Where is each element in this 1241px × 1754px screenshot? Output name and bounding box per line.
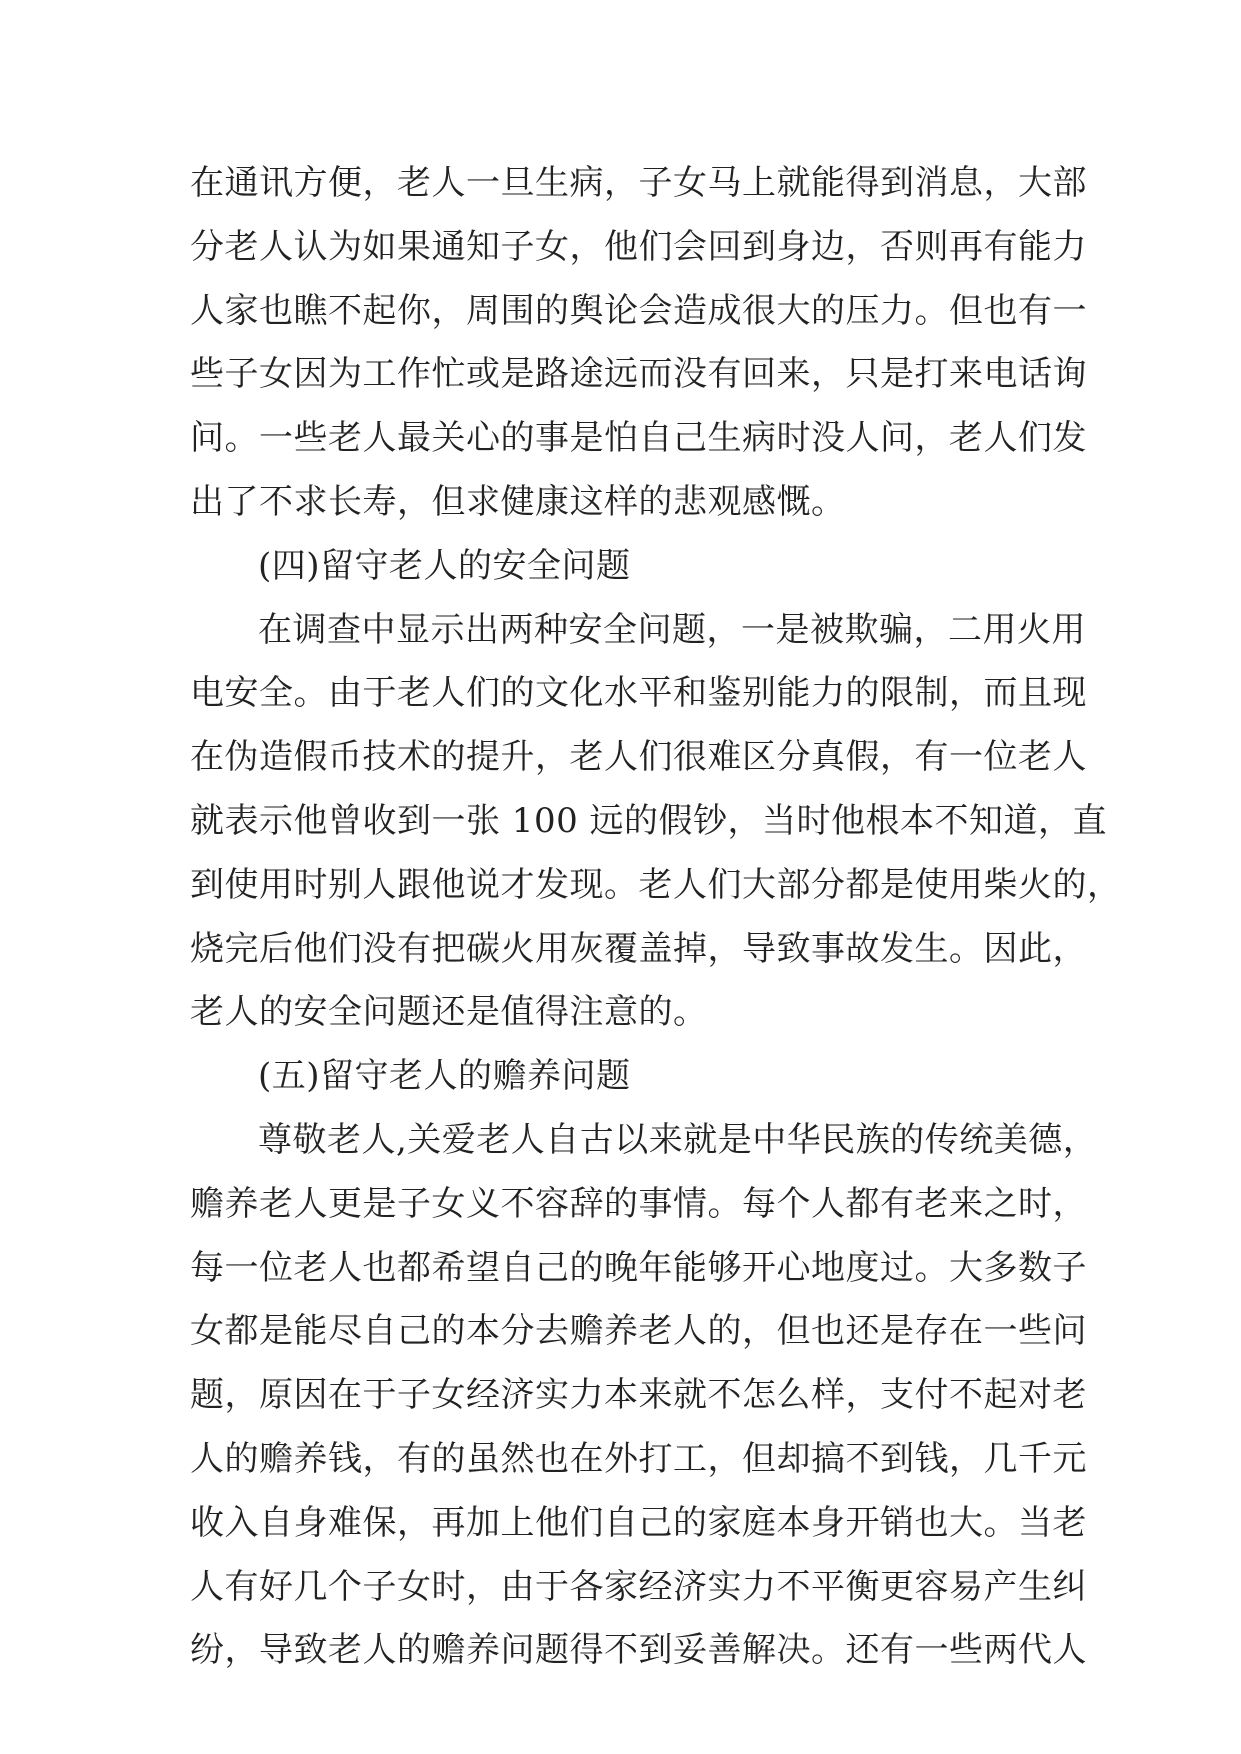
text-line: 女都是能尽自己的本分去赡养老人的，但也还是存在一些问 — [190, 1311, 1087, 1352]
text-line: 人有好几个子女时，由于各家经济实力不平衡更容易产生纠 — [190, 1566, 1087, 1607]
text-line: 尊敬老人,关爱老人自古以来就是中华民族的传统美德， — [258, 1119, 1098, 1160]
section-heading: (四)留守老人的安全问题 — [258, 545, 631, 586]
paragraph — [190, 599, 1122, 1046]
text-line: 问。一些老人最关心的事是怕自己生病时没人问，老人们发 — [190, 418, 1087, 459]
text-line: 题，原因在于子女经济实力本来就不怎么样，支付不起对老 — [190, 1375, 1087, 1416]
text-line: 收入自身难保，再加上他们自己的家庭本身开销也大。当老 — [190, 1502, 1087, 1543]
text-line: 每一位老人也都希望自己的晚年能够开心地度过。大多数子 — [190, 1247, 1087, 1288]
paragraph — [190, 1109, 1098, 1683]
text-line: 到使用时别人跟他说才发现。老人们大部分都是使用柴火的， — [190, 864, 1122, 905]
text-line: 些子女因为工作忙或是路途远而没有回来，只是打来电话询 — [190, 354, 1087, 395]
text-line: 赡养老人更是子女义不容辞的事情。每个人都有老来之时， — [190, 1183, 1087, 1224]
text-line: 烧完后他们没有把碳火用灰覆盖掉，导致事故发生。因此， — [190, 928, 1087, 969]
document-body — [190, 152, 1122, 1683]
text-line: 在伪造假币技术的提升，老人们很难区分真假，有一位老人 — [190, 737, 1087, 778]
section-heading: (五)留守老人的赡养问题 — [258, 1056, 631, 1097]
text-line: 就表示他曾收到一张 100 远的假钞，当时他根本不知道，直 — [190, 800, 1108, 841]
text-line: 人的赡养钱，有的虽然也在外打工，但却搞不到钱，几千元 — [190, 1438, 1087, 1479]
text-line: 在通讯方便，老人一旦生病，子女马上就能得到消息，大部 — [190, 163, 1087, 203]
text-line: 电安全。由于老人们的文化水平和鉴别能力的限制，而且现 — [190, 673, 1087, 714]
text-line: 人家也瞧不起你，周围的舆论会造成很大的压力。但也有一 — [190, 290, 1087, 331]
text-line: 纷，导致老人的赡养问题得不到妥善解决。还有一些两代人 — [190, 1630, 1087, 1671]
text-line: 分老人认为如果通知子女，他们会回到身边，否则再有能力 — [190, 226, 1087, 267]
text-line: 老人的安全问题还是值得注意的。 — [190, 992, 708, 1033]
text-line: 出了不求长寿，但求健康这样的悲观感慨。 — [190, 481, 846, 522]
text-line: 在调查中显示出两种安全问题，一是被欺骗，二用火用 — [258, 609, 1086, 650]
paragraph — [190, 152, 1087, 535]
